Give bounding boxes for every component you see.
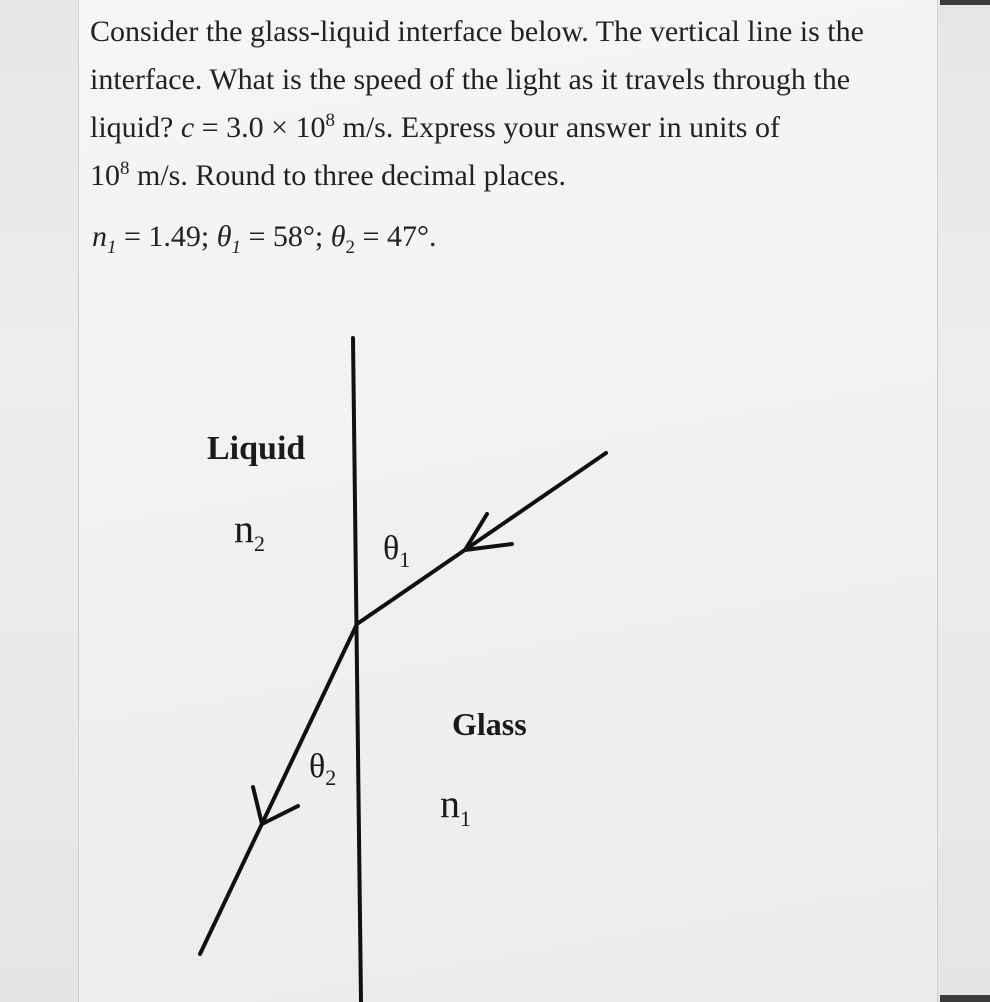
question-units-prefix: m/s. Express your answer in units of	[335, 111, 780, 144]
question-intro: Consider the glass-liquid interface below. The vertical line is the interface. What is the speed of the light as it travels through the liquid?	[90, 15, 864, 144]
given-theta1: $\theta_1 = 58^\circ$;	[216, 220, 331, 258]
interface-line	[353, 338, 361, 1002]
given-theta2: $\theta_2 = 47^\circ$.	[330, 220, 437, 258]
n2-label: $n_2$	[234, 506, 265, 556]
speed-of-light: $c = 3.0 \times 10^8$	[180, 110, 335, 144]
given-n1: $n_1 = 1.49$;	[92, 220, 217, 258]
theta1-label: $\theta_1$	[383, 530, 411, 572]
answer-units: $10^8$ m/s. Round to three decimal places.	[90, 158, 567, 192]
liquid-label: Liquid	[207, 430, 306, 467]
n1-label: $n_1$	[440, 781, 471, 831]
glass-label: Glass	[452, 706, 527, 742]
theta2-label: $\theta_2$	[309, 748, 337, 790]
